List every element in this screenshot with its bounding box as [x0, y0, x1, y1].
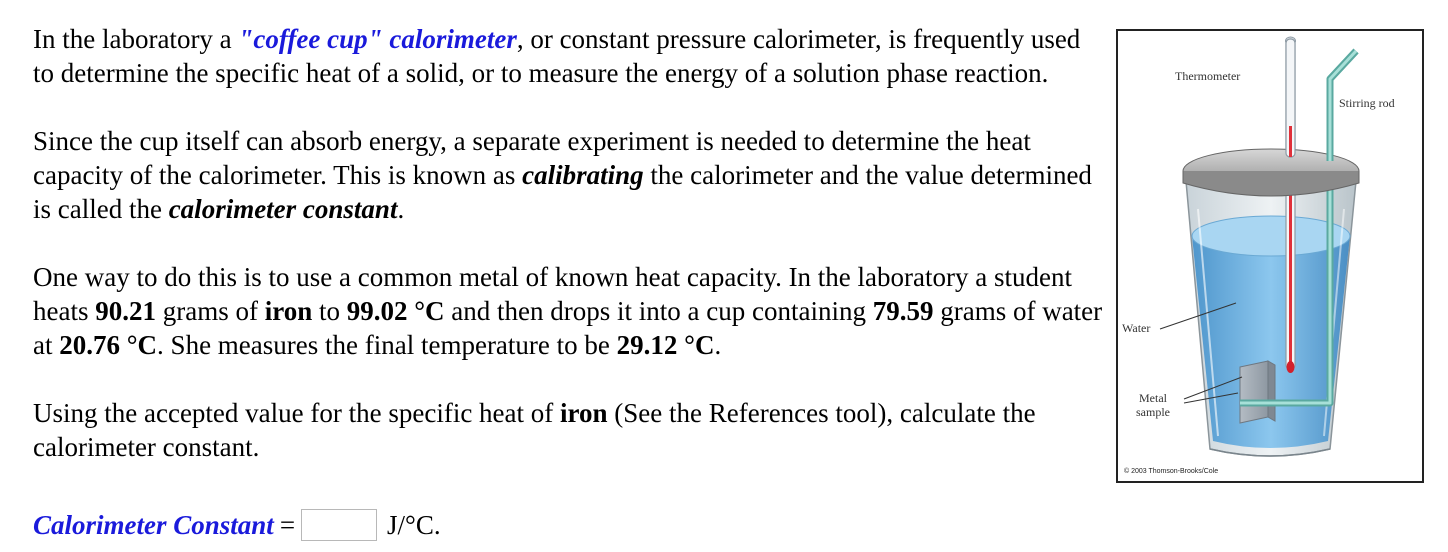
stirring-rod-label: Stirring rod: [1339, 96, 1395, 110]
water-temp-value: 20.76 °C: [59, 330, 158, 360]
calibrating-term: calibrating: [522, 160, 644, 190]
calibration-paragraph: Since the cup itself can absorb energy, a separate experiment is needed to determine the heat capacity of the calorimeter. This is known as calibrating the calorimeter and the value determined is called the calorimeter constant.: [33, 126, 1092, 224]
experiment-paragraph: One way to do this is to use a common metal of known heat capacity. In the laboratory a student heats 90.21 grams of iron to 99.02 °C and then drops it into a cup containing 79.59 grams of water at 20.76 °C. She measures the final temperature to be 29.12 °C.: [33, 262, 1103, 360]
metal-name: iron: [264, 296, 313, 326]
coffee-cup-calorimeter-term: "coffee cup" calorimeter: [238, 24, 517, 54]
equals-sign: =: [279, 509, 296, 540]
question-text: [33, 22, 1108, 498]
metal-sample-label: Metal sample: [1136, 391, 1170, 419]
calorimeter-constant-input[interactable]: [301, 509, 377, 541]
final-temp-value: 29.12 °C: [616, 330, 715, 360]
instruction-paragraph: Using the accepted value for the specific heat of iron (See the References tool), calculate the calorimeter constant.: [33, 398, 1036, 462]
metal-mass-value: 90.21: [95, 296, 156, 326]
calorimeter-constant-term: calorimeter constant: [168, 194, 398, 224]
metal-sample-block: [1240, 361, 1275, 423]
intro-paragraph: In the laboratory a "coffee cup" calorimeter, or constant pressure calorimeter, is frequently used to determine the specific heat of a solid, or to measure the energy of a solution phase reaction.: [33, 24, 1081, 88]
thermometer-label: Thermometer: [1175, 69, 1241, 83]
water-label: Water: [1122, 321, 1151, 335]
metal-name-2: iron: [560, 398, 608, 428]
answer-unit: J/°C.: [387, 509, 441, 540]
answer-label: Calorimeter Constant: [33, 509, 274, 540]
calorimeter-figure: [1116, 29, 1424, 483]
water-mass-value: 79.59: [872, 296, 934, 326]
answer-row: [33, 507, 441, 543]
figure-copyright: © 2003 Thomson-Brooks/Cole: [1124, 468, 1219, 475]
metal-temp-value: 99.02 °C: [346, 296, 445, 326]
water-surface: [1192, 216, 1350, 256]
